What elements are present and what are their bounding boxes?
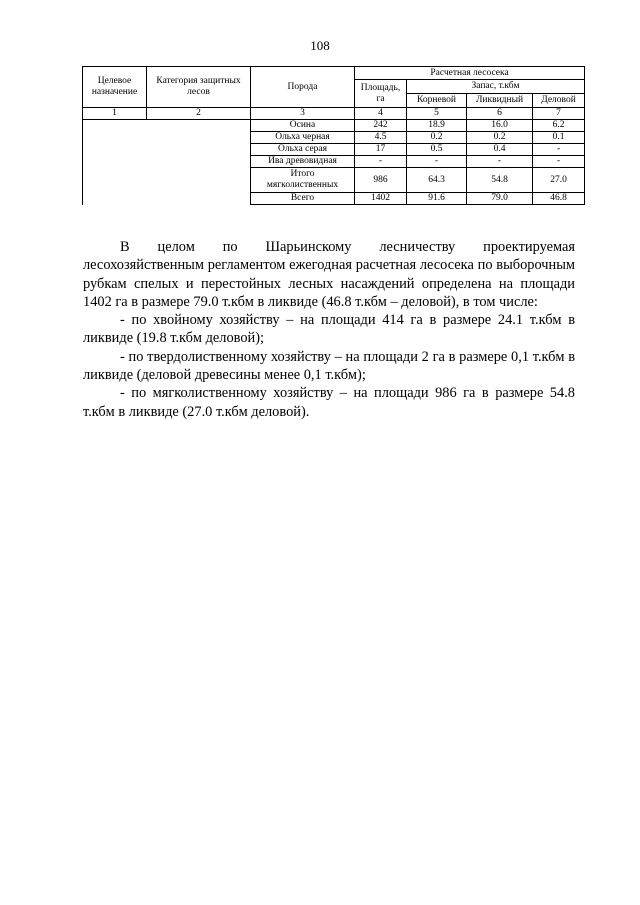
column-number: 3 — [251, 108, 355, 120]
business-cell: 0.1 — [533, 132, 585, 144]
column-number: 5 — [407, 108, 467, 120]
header-liquid: Ликвидный — [467, 94, 533, 108]
paragraph-summary: В целом по Шарьинскому лесничеству проектируемая лесохозяйственным регламентом ежегодная расчетная лесосека по выборочным рубкам спелых и перестойных лесных насаждений определена на площади 1402 га в размере 79.0 т.кбм в ликвиде (46.8 т.кбм – деловой), в том числе: — [83, 239, 575, 310]
liquid-cell: 54.8 — [467, 168, 533, 193]
root-cell: 0.5 — [407, 144, 467, 156]
header-business: Деловой — [533, 94, 585, 108]
area-cell: 17 — [355, 144, 407, 156]
root-cell: - — [407, 156, 467, 168]
column-number: 6 — [467, 108, 533, 120]
species-cell: Ольха черная — [251, 132, 355, 144]
header-category: Категория защитных лесов — [147, 67, 251, 108]
business-cell: - — [533, 156, 585, 168]
business-cell: - — [533, 144, 585, 156]
header-species: Порода — [251, 67, 355, 108]
area-cell: 242 — [355, 120, 407, 132]
liquid-cell: - — [467, 156, 533, 168]
area-cell: - — [355, 156, 407, 168]
column-number: 1 — [83, 108, 147, 120]
column-number: 4 — [355, 108, 407, 120]
body-text — [83, 238, 575, 421]
liquid-cell: 79.0 — [467, 193, 533, 205]
liquid-cell: 16.0 — [467, 120, 533, 132]
area-cell: 1402 — [355, 193, 407, 205]
area-cell: 4.5 — [355, 132, 407, 144]
table-row — [83, 120, 585, 132]
area-cell: 986 — [355, 168, 407, 193]
root-cell: 64.3 — [407, 168, 467, 193]
column-number: 2 — [147, 108, 251, 120]
column-number: 7 — [533, 108, 585, 120]
header-root: Корневой — [407, 94, 467, 108]
page-number: 108 — [310, 38, 330, 53]
species-cell: Всего — [251, 193, 355, 205]
paragraph-softwood: - по мягколиственному хозяйству – на площади 986 га в размере 54.8 т.кбм в ликвиде (27.0 т.кбм деловой). — [83, 385, 575, 420]
root-cell: 0.2 — [407, 132, 467, 144]
species-cell: Итого мягколиственных — [251, 168, 355, 193]
paragraph-coniferous: - по хвойному хозяйству – на площади 414 га в размере 24.1 т.кбм в ликвиде (19.8 т.кбм деловой); — [83, 312, 575, 347]
root-cell: 18.9 — [407, 120, 467, 132]
header-stock: Запас, т.кбм — [407, 80, 585, 94]
header-area: Площадь, га — [355, 80, 407, 108]
empty-merged-cell — [83, 120, 251, 205]
species-cell: Ольха серая — [251, 144, 355, 156]
species-cell: Ива древовидная — [251, 156, 355, 168]
liquid-cell: 0.2 — [467, 132, 533, 144]
header-cutting-area: Расчетная лесосека — [355, 67, 585, 80]
cutting-area-table — [82, 66, 585, 205]
business-cell: 27.0 — [533, 168, 585, 193]
liquid-cell: 0.4 — [467, 144, 533, 156]
paragraph-hardwood: - по твердолиственному хозяйству – на площади 2 га в размере 0,1 т.кбм в ликвиде (деловой древесины менее 0,1 т.кбм); — [83, 348, 575, 384]
business-cell: 46.8 — [533, 193, 585, 205]
header-purpose: Целевое назначение — [83, 67, 147, 108]
species-cell: Осина — [251, 120, 355, 132]
root-cell: 91.6 — [407, 193, 467, 205]
business-cell: 6.2 — [533, 120, 585, 132]
